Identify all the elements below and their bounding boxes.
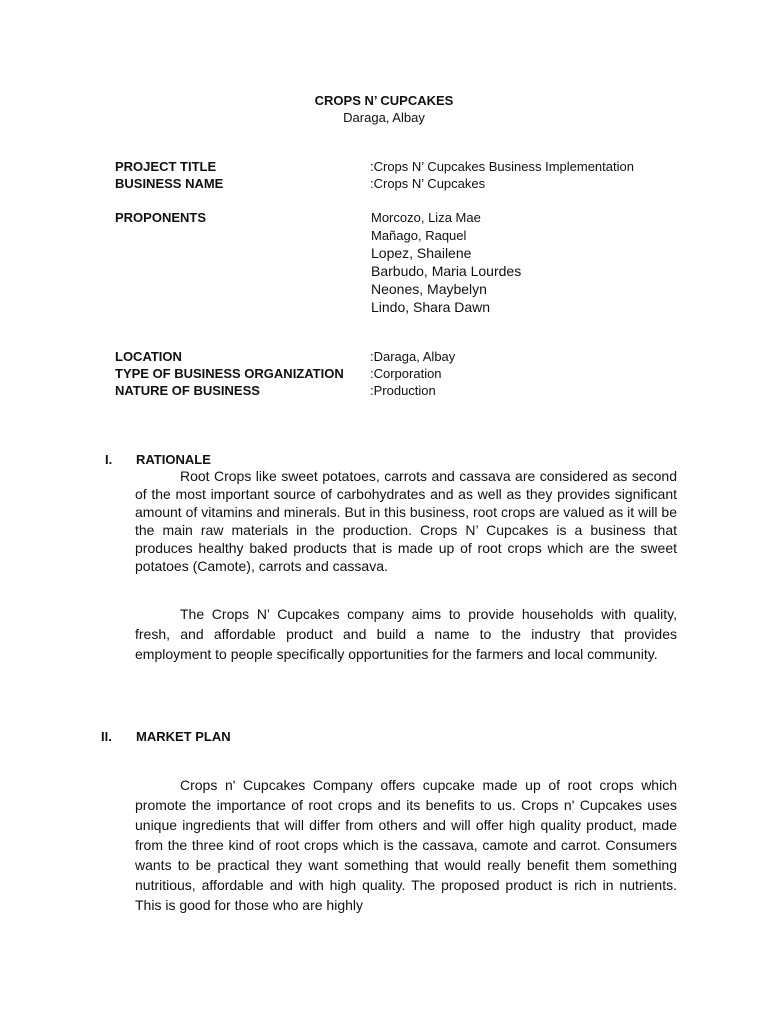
org-type-value: :Corporation [370,366,442,381]
org-type-label: TYPE OF BUSINESS ORGANIZATION [115,366,344,381]
project-info-table [115,158,675,192]
location-label: LOCATION [115,349,182,364]
project-title-row [115,158,675,175]
market-plan-paragraph-1: Crops n' Cupcakes Company offers cupcake made up of root crops which promote the importance of root crops and its benefits to us. Crops n' Cupcakes uses unique ingredients that will differ from others and will offer high quality product, made from the three kind of root crops which is the cassava, camote and carrot. Consumers wants to be practical they want something that would really benefit them something nutritious, affordable and with high quality. The proposed product is rich in nutrients. This is good for those who are highly [135,777,677,913]
business-name-value: :Crops N’ Cupcakes [370,176,486,191]
proponent-item: Lopez, Shailene [371,245,472,262]
proponents-list [371,209,521,316]
proponent-item: Morcozo, Liza Mae [371,210,481,225]
org-type-row [115,365,675,382]
project-title-value: :Crops N’ Cupcakes Business Implementation [370,159,634,174]
nature-row [115,382,675,399]
proponents-label: PROPONENTS [115,210,207,225]
rationale-paragraph-1: Root Crops like sweet potatoes, carrots and cassava are considered as second of the most important source of carbohydrates and as well as they provides significant amount of vitamins and minerals. But in this business, root crops are valued as it will be the main raw materials in the production. Crops N’ Cupcakes is a business that produces healthy baked products that is made up of root crops which are the sweet potatoes (Camote), carrots and cassava. [135,468,677,574]
section-title: MARKET PLAN [136,729,231,744]
section-number: I. [105,452,113,467]
business-info-table [115,348,675,399]
project-title-label: PROJECT TITLE [115,159,217,174]
proponent-item: Mañago, Raquel [371,227,467,243]
document-location: Daraga, Albay [343,110,425,125]
proponent-item: Barbudo, Maria Lourdes [371,263,522,280]
business-name-row [115,175,675,192]
document-title: CROPS N’ CUPCAKES [314,93,454,108]
section-title: RATIONALE [136,452,211,467]
document-header [0,93,768,126]
proponent-item: Neones, Maybelyn [371,281,487,298]
business-name-label: BUSINESS NAME [115,176,224,191]
proponent-item: Lindo, Shara Dawn [371,299,491,316]
section-number: II. [101,729,112,744]
location-row [115,348,675,365]
rationale-paragraph-2: The Crops N’ Cupcakes company aims to provide households with quality, fresh, and affordable product and build a name to the industry that provides employment to people specifically opportunities for the farmers and local community. [135,606,677,662]
location-value: :Daraga, Albay [370,349,456,364]
nature-label: NATURE OF BUSINESS [115,383,260,398]
nature-value: :Production [370,383,436,398]
